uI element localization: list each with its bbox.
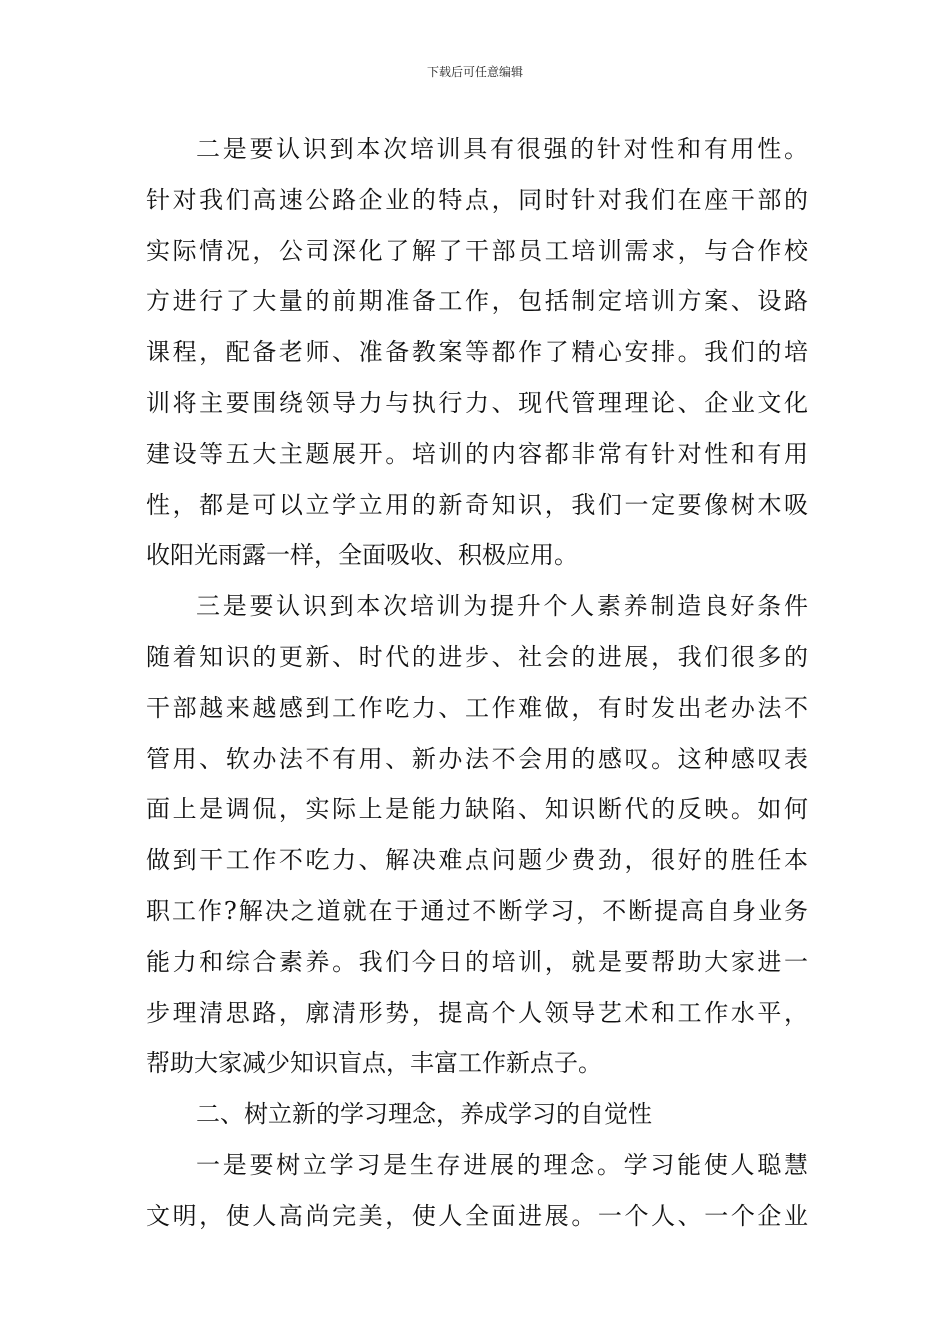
paragraph-line: 针对我们高速公路企业的特点，同时针对我们在座干部的 bbox=[146, 185, 808, 214]
paragraph-line: 能力和综合素养。我们今日的培训，就是要帮助大家进一 bbox=[146, 947, 808, 976]
paragraph-line: 训将主要围绕领导力与执行力、现代管理理论、企业文化 bbox=[146, 388, 808, 417]
paragraph-line: 性，都是可以立学立用的新奇知识，我们一定要像树木吸 bbox=[146, 490, 808, 519]
paragraph-line: 二是要认识到本次培训具有很强的针对性和有用性。 bbox=[196, 135, 808, 163]
paragraph-line: 文明，使人高尚完美，使人全面进展。一个人、一个企业 bbox=[146, 1201, 808, 1230]
paragraph-line: 收阳光雨露一样，全面吸收、积极应用。 bbox=[146, 541, 578, 570]
paragraph-line: 三是要认识到本次培训为提升个人素养制造良好条件 bbox=[196, 592, 808, 621]
paragraph-line: 随着知识的更新、时代的进步、社会的进展，我们很多的 bbox=[146, 642, 808, 671]
paragraph-line: 实际情况，公司深化了解了干部员工培训需求，与合作校 bbox=[146, 236, 808, 265]
paragraph-line: 建设等五大主题展开。培训的内容都非常有针对性和有用 bbox=[146, 439, 808, 468]
paragraph-line: 职工作?解决之道就在于通过不断学习，不断提高自身业务 bbox=[146, 896, 808, 925]
paragraph-line: 一是要树立学习是生存进展的理念。学习能使人聪慧 bbox=[196, 1150, 808, 1179]
document-body bbox=[146, 124, 808, 1242]
section-heading: 二、树立新的学习理念，养成学习的自觉性 bbox=[196, 1100, 652, 1129]
paragraph-line: 管用、软办法不有用、新办法不会用的感叹。这种感叹表 bbox=[146, 744, 808, 773]
paragraph-line: 面上是调侃，实际上是能力缺陷、知识断代的反映。如何 bbox=[146, 795, 808, 824]
paragraph-line: 课程，配备老师、准备教案等都作了精心安排。我们的培 bbox=[146, 338, 808, 367]
paragraph-line: 方进行了大量的前期准备工作，包括制定培训方案、设路 bbox=[146, 287, 808, 316]
paragraph-line: 干部越来越感到工作吃力、工作难做，有时发出老办法不 bbox=[146, 693, 808, 722]
paragraph-line: 步理清思路，廓清形势，提高个人领导艺术和工作水平， bbox=[146, 998, 808, 1027]
page-header: 下载后可任意编辑 bbox=[426, 65, 523, 79]
paragraph-line: 做到干工作不吃力、解决难点问题少费劲，很好的胜任本 bbox=[146, 846, 808, 875]
paragraph-line: 帮助大家减少知识盲点，丰富工作新点子。 bbox=[146, 1049, 602, 1078]
